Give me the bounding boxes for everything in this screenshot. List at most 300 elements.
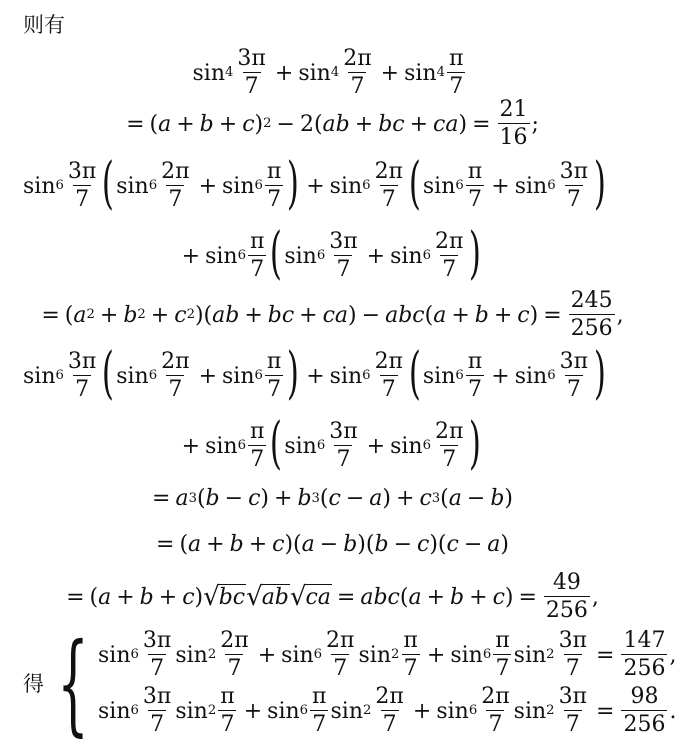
operator: + bbox=[181, 243, 201, 269]
fraction bbox=[141, 686, 173, 736]
symbol: ) bbox=[504, 584, 514, 610]
operator: + bbox=[491, 363, 510, 389]
sine-function: sin bbox=[358, 642, 392, 668]
variable: b bbox=[374, 532, 389, 557]
fraction-numerator: 3π bbox=[559, 159, 589, 184]
fraction-denominator: 7 bbox=[220, 712, 235, 737]
system-equation-line: sin 6 $\frac{3\pi}{7}$ sin 2 $\frac{\pi}{7}$ + sin 6 $\frac{\pi}{7}$ sin 2 $\frac{2\pi}{7}$ + sin 6 $\frac{2\pi}{7}$ sin 2 $\frac{3\pi}{7}$ = $\frac{98}{256}$ . bbox=[98, 684, 676, 737]
fraction bbox=[401, 630, 419, 680]
sine-function: sin bbox=[116, 173, 149, 199]
symbol: )( bbox=[284, 532, 302, 557]
variable: b bbox=[490, 486, 505, 511]
symbol: ( bbox=[149, 111, 159, 137]
operator: = bbox=[596, 698, 615, 724]
fraction bbox=[557, 630, 589, 680]
variable: a bbox=[487, 532, 501, 557]
fraction bbox=[466, 161, 484, 211]
fraction-denominator: 7 bbox=[312, 712, 327, 737]
symbol: ( bbox=[64, 302, 74, 328]
variable: c bbox=[328, 486, 341, 511]
fraction bbox=[159, 161, 191, 211]
sine-function: sin bbox=[513, 642, 547, 668]
operator: = bbox=[126, 111, 145, 137]
fraction bbox=[218, 686, 236, 736]
operator: = bbox=[156, 532, 175, 557]
fraction bbox=[373, 686, 405, 736]
operator: + bbox=[451, 302, 470, 328]
fraction-denominator: 7 bbox=[150, 712, 165, 737]
symbol: ( bbox=[89, 584, 99, 610]
equation-line: sin 6 $\frac{3\pi}{7}$ ( sin 6 $\frac{2\pi}{7}$ + sin 6 $\frac{\pi}{7}$ ) + sin 6 $\frac{2\pi}{7}$ ( sin 6 $\frac{\pi}{7}$ + sin 6 $\frac{3\pi}{7}$ ) bbox=[23, 341, 606, 406]
sine-function: sin bbox=[390, 243, 423, 269]
operator: + bbox=[198, 173, 218, 199]
symbol: )( bbox=[357, 532, 375, 557]
fraction-numerator: π bbox=[266, 159, 282, 184]
variable: bc bbox=[267, 302, 295, 328]
fraction-numerator: π bbox=[312, 684, 327, 709]
fraction bbox=[498, 99, 530, 149]
variable: a bbox=[408, 584, 422, 610]
sine-function: sin bbox=[436, 698, 469, 724]
fraction-numerator: 2π bbox=[374, 159, 404, 184]
fraction-numerator: 3π bbox=[67, 349, 97, 374]
fraction-denominator: 7 bbox=[250, 447, 265, 472]
sine-function: sin bbox=[330, 698, 364, 724]
operator: = bbox=[472, 111, 491, 137]
operator: + bbox=[299, 302, 318, 328]
fraction bbox=[433, 231, 465, 281]
fraction bbox=[159, 351, 191, 401]
variable: a bbox=[448, 486, 462, 511]
sine-function: sin bbox=[23, 173, 56, 199]
operator: + bbox=[354, 111, 374, 137]
fraction bbox=[479, 686, 511, 736]
fraction bbox=[493, 630, 511, 680]
variable: b bbox=[205, 486, 220, 511]
equation-line: = ( a 2 + b 2 + c 2 )( ab + bc + ca ) − abc ( a + b + c ) = $\frac{245}{256}$ , bbox=[41, 288, 624, 341]
fraction-numerator: 147 bbox=[623, 628, 666, 653]
sine-function: sin bbox=[205, 433, 238, 459]
fraction-denominator: 7 bbox=[566, 187, 581, 212]
fraction-numerator: 3π bbox=[329, 229, 358, 254]
sine-function: sin bbox=[450, 642, 483, 668]
intro-text: 则有 bbox=[23, 13, 65, 37]
symbol: ) bbox=[500, 532, 509, 557]
variable: a bbox=[188, 532, 202, 557]
fraction-denominator: 7 bbox=[336, 447, 351, 472]
operator: = bbox=[336, 584, 356, 610]
symbol: ) bbox=[458, 111, 468, 137]
fraction-denominator: 7 bbox=[565, 712, 580, 737]
variable: a bbox=[301, 532, 315, 557]
fraction bbox=[265, 161, 283, 211]
left-brace-symbol: { bbox=[57, 619, 89, 747]
fraction-denominator: 7 bbox=[403, 656, 418, 681]
fraction-numerator: 3π bbox=[237, 46, 266, 71]
variable: abc bbox=[385, 302, 425, 328]
symbol: ( bbox=[440, 486, 449, 511]
fraction bbox=[66, 161, 98, 211]
operator: + bbox=[493, 302, 513, 328]
fraction-numerator: 2π bbox=[220, 628, 249, 653]
operator: + bbox=[158, 584, 178, 610]
sine-function: sin bbox=[98, 698, 131, 724]
large-parenthesis: ( bbox=[270, 221, 283, 286]
symbol: ( bbox=[424, 302, 434, 328]
symbol: ) bbox=[260, 486, 269, 511]
variable: ca bbox=[322, 302, 349, 328]
fraction-numerator: 3π bbox=[142, 684, 172, 709]
variable: c bbox=[182, 584, 195, 610]
square-root bbox=[246, 584, 290, 610]
fraction-denominator: 7 bbox=[336, 257, 351, 282]
operator: + bbox=[409, 111, 429, 137]
fraction-numerator: π bbox=[449, 46, 464, 71]
sine-function: sin bbox=[390, 433, 423, 459]
operator: + bbox=[366, 433, 386, 459]
radical-sign: √ bbox=[203, 582, 220, 612]
fraction-numerator: 2π bbox=[374, 349, 404, 374]
variable: c bbox=[492, 584, 505, 610]
variable: c bbox=[446, 532, 459, 557]
sine-function: sin bbox=[284, 433, 317, 459]
operator: − bbox=[466, 486, 486, 511]
operator: + bbox=[99, 302, 119, 328]
operator: + bbox=[426, 584, 446, 610]
fraction-denominator: 7 bbox=[244, 74, 259, 99]
equation-line bbox=[0, 572, 660, 622]
variable: c bbox=[417, 532, 430, 557]
operator: + bbox=[426, 642, 446, 668]
symbol: )( bbox=[194, 302, 213, 328]
operator: + bbox=[306, 363, 325, 389]
large-parenthesis: ) bbox=[469, 411, 482, 476]
fraction-numerator: 2π bbox=[343, 46, 372, 71]
fraction bbox=[265, 351, 283, 401]
operator: + bbox=[412, 698, 432, 724]
operator: + bbox=[116, 584, 135, 610]
fraction-denominator: 16 bbox=[499, 125, 528, 150]
sine-function: sin bbox=[513, 698, 547, 724]
fraction-denominator: 7 bbox=[566, 377, 581, 402]
variable: c bbox=[272, 532, 285, 557]
fraction-numerator: 2π bbox=[435, 229, 464, 254]
sine-function: sin bbox=[281, 642, 314, 668]
fraction-numerator: 3π bbox=[558, 684, 588, 709]
sine-function: sin bbox=[404, 60, 437, 86]
fraction-denominator: 7 bbox=[381, 377, 396, 402]
operator: = bbox=[66, 584, 85, 610]
radical-sign: √ bbox=[289, 582, 307, 612]
fraction-numerator: 245 bbox=[570, 288, 613, 313]
fraction-numerator: π bbox=[467, 159, 483, 184]
operator: + bbox=[274, 486, 293, 511]
fraction-numerator: 3π bbox=[559, 349, 589, 374]
fraction bbox=[569, 290, 615, 340]
operator: = bbox=[518, 584, 537, 610]
operator: + bbox=[469, 584, 488, 610]
variable: c bbox=[242, 111, 255, 137]
fraction-numerator: 3π bbox=[329, 419, 358, 444]
symbol: ( bbox=[399, 584, 409, 610]
radicand: bc bbox=[218, 585, 246, 610]
large-parenthesis: ) bbox=[593, 341, 606, 406]
variable: a bbox=[433, 302, 447, 328]
symbol: ( bbox=[319, 486, 329, 511]
equation-system bbox=[23, 619, 676, 747]
symbol: ) bbox=[194, 584, 204, 610]
symbol: ) bbox=[382, 486, 391, 511]
symbol: ( bbox=[196, 486, 206, 511]
fraction bbox=[373, 351, 405, 401]
operator: + bbox=[181, 433, 201, 459]
sine-function: sin bbox=[298, 60, 331, 86]
fraction-numerator: π bbox=[403, 628, 418, 653]
fraction bbox=[447, 48, 465, 98]
fraction-denominator: 7 bbox=[488, 712, 503, 737]
sine-function: sin bbox=[514, 173, 548, 199]
variable: a bbox=[158, 111, 172, 137]
fraction-denominator: 256 bbox=[545, 598, 588, 623]
fraction bbox=[466, 351, 484, 401]
operator: + bbox=[396, 486, 415, 511]
fraction-denominator: 7 bbox=[267, 187, 282, 212]
operator: + bbox=[206, 532, 225, 557]
fraction bbox=[373, 161, 405, 211]
operator: + bbox=[150, 302, 170, 328]
fraction-denominator: 7 bbox=[250, 257, 265, 282]
fraction-denominator: 7 bbox=[267, 377, 282, 402]
fraction-denominator: 7 bbox=[75, 377, 90, 402]
operator: + bbox=[243, 698, 263, 724]
sine-function: sin bbox=[422, 173, 456, 199]
fraction bbox=[327, 421, 359, 471]
large-parenthesis: ) bbox=[469, 221, 482, 286]
operator: − bbox=[276, 111, 295, 137]
system-equation-line: sin 6 $\frac{3\pi}{7}$ sin 2 $\frac{2\pi}{7}$ + sin 6 $\frac{2\pi}{7}$ sin 2 $\frac{\pi}{7}$ + sin 6 $\frac{\pi}{7}$ sin 2 $\frac{3\pi}{7}$ = $\frac{147}{256}$ , bbox=[98, 628, 676, 681]
fraction-denominator: 256 bbox=[570, 316, 613, 341]
sine-function: sin bbox=[267, 698, 300, 724]
symbol: 2( bbox=[299, 111, 323, 137]
large-parenthesis: ) bbox=[593, 151, 606, 216]
variable: c bbox=[174, 302, 187, 328]
sine-function: sin bbox=[192, 60, 226, 86]
fraction-denominator: 7 bbox=[468, 187, 483, 212]
fraction-denominator: 7 bbox=[168, 187, 183, 212]
fraction-denominator: 7 bbox=[468, 377, 483, 402]
variable: bc bbox=[378, 111, 405, 137]
fraction-numerator: π bbox=[249, 419, 265, 444]
operator: = bbox=[41, 302, 60, 328]
large-parenthesis: ) bbox=[287, 341, 300, 406]
symbol: ) bbox=[529, 302, 539, 328]
fraction-denominator: 256 bbox=[623, 712, 666, 737]
large-parenthesis: ( bbox=[102, 151, 115, 216]
operator: + bbox=[257, 642, 277, 668]
operator: − bbox=[319, 532, 339, 557]
fraction-numerator: π bbox=[266, 349, 282, 374]
variable: b bbox=[123, 302, 138, 328]
fraction-denominator: 7 bbox=[442, 257, 457, 282]
fraction bbox=[324, 630, 356, 680]
fraction-numerator: 21 bbox=[499, 97, 528, 122]
sine-function: sin bbox=[329, 173, 363, 199]
fraction-denominator: 7 bbox=[168, 377, 183, 402]
fraction bbox=[621, 630, 667, 680]
variable: a bbox=[175, 486, 189, 511]
fraction-denominator: 7 bbox=[350, 74, 365, 99]
variable: b bbox=[229, 532, 244, 557]
fraction bbox=[558, 161, 590, 211]
symbol: ) bbox=[348, 302, 357, 328]
operator: = bbox=[596, 642, 615, 668]
fraction-numerator: π bbox=[220, 684, 235, 709]
symbol: ; bbox=[531, 111, 539, 137]
fraction-denominator: 7 bbox=[150, 656, 165, 681]
fraction-numerator: 98 bbox=[630, 684, 659, 709]
large-parenthesis: ( bbox=[270, 411, 283, 476]
fraction bbox=[218, 630, 250, 680]
variable: b bbox=[297, 486, 312, 511]
fraction-denominator: 7 bbox=[227, 656, 242, 681]
fraction-numerator: 2π bbox=[375, 684, 404, 709]
sine-function: sin bbox=[23, 363, 56, 389]
operator: − bbox=[463, 532, 483, 557]
fraction bbox=[341, 48, 373, 98]
symbol: , bbox=[616, 302, 624, 328]
sine-function: sin bbox=[329, 363, 363, 389]
fraction bbox=[248, 231, 266, 281]
square-root bbox=[203, 584, 246, 610]
fraction bbox=[310, 686, 328, 736]
fraction-numerator: π bbox=[467, 349, 483, 374]
fraction-denominator: 7 bbox=[442, 447, 457, 472]
operator: + bbox=[218, 111, 238, 137]
sine-function: sin bbox=[175, 698, 208, 724]
fraction-denominator: 7 bbox=[382, 712, 397, 737]
operator: = bbox=[543, 302, 562, 328]
fraction bbox=[248, 421, 266, 471]
fraction-denominator: 256 bbox=[623, 656, 666, 681]
fraction bbox=[327, 231, 359, 281]
variable: b bbox=[199, 111, 214, 137]
fraction-numerator: 3π bbox=[142, 628, 172, 653]
radicand: ab bbox=[261, 585, 289, 610]
radical-sign: √ bbox=[246, 582, 263, 612]
equation-line: + sin 6 $\frac{\pi}{7}$ ( sin 6 $\frac{3\pi}{7}$ + sin 6 $\frac{2\pi}{7}$ ) bbox=[181, 221, 482, 286]
sine-function: sin bbox=[514, 363, 548, 389]
variable: a bbox=[73, 302, 87, 328]
system-rows bbox=[98, 630, 676, 736]
variable: ca bbox=[433, 111, 459, 137]
operator: + bbox=[491, 173, 510, 199]
equation-line: sin 6 $\frac{3\pi}{7}$ ( sin 6 $\frac{2\pi}{7}$ + sin 6 $\frac{\pi}{7}$ ) + sin 6 $\frac{2\pi}{7}$ ( sin 6 $\frac{\pi}{7}$ + sin 6 $\frac{3\pi}{7}$ ) bbox=[23, 151, 606, 216]
operator: − bbox=[361, 302, 381, 328]
fraction-numerator: 2π bbox=[161, 349, 190, 374]
fraction-numerator: 2π bbox=[435, 419, 464, 444]
fraction-numerator: 3π bbox=[558, 628, 588, 653]
fraction-denominator: 7 bbox=[333, 656, 348, 681]
operator: − bbox=[393, 532, 412, 557]
fraction-denominator: 7 bbox=[449, 74, 464, 99]
variable: c bbox=[517, 302, 530, 328]
variable: b bbox=[474, 302, 489, 328]
sine-function: sin bbox=[116, 363, 149, 389]
variable: ab bbox=[322, 111, 350, 137]
variable: b bbox=[343, 532, 358, 557]
fraction-numerator: π bbox=[249, 229, 265, 254]
equation-line bbox=[0, 532, 660, 557]
equation-line: = ( a + b + c ) 2 − 2( ab + bc + ca ) = $\frac{21}{16}$ ; bbox=[126, 97, 539, 150]
symbol: ( bbox=[179, 532, 189, 557]
square-root bbox=[290, 584, 332, 610]
system-label: 得 bbox=[23, 672, 44, 696]
fraction bbox=[235, 48, 267, 98]
fraction bbox=[433, 421, 465, 471]
fraction-numerator: 2π bbox=[161, 159, 190, 184]
symbol: ) bbox=[254, 111, 264, 137]
variable: a bbox=[369, 486, 383, 511]
large-parenthesis: ( bbox=[102, 341, 115, 406]
sine-function: sin bbox=[175, 642, 208, 668]
sine-function: sin bbox=[422, 363, 456, 389]
fraction bbox=[557, 686, 589, 736]
sine-function: sin bbox=[284, 243, 317, 269]
fraction-numerator: 2π bbox=[326, 628, 355, 653]
fraction-denominator: 7 bbox=[565, 656, 580, 681]
equation-line: + sin 6 $\frac{\pi}{7}$ ( sin 6 $\frac{3\pi}{7}$ + sin 6 $\frac{2\pi}{7}$ ) bbox=[181, 411, 482, 476]
symbol: ) bbox=[504, 486, 513, 511]
operator: + bbox=[248, 532, 268, 557]
variable: b bbox=[450, 584, 465, 610]
variable: abc bbox=[360, 584, 400, 610]
variable: c bbox=[248, 486, 261, 511]
fraction-numerator: π bbox=[495, 628, 510, 653]
symbol: . bbox=[669, 698, 676, 724]
operator: + bbox=[380, 60, 400, 86]
variable: c bbox=[419, 486, 432, 511]
large-parenthesis: ) bbox=[287, 151, 300, 216]
fraction-denominator: 7 bbox=[381, 187, 396, 212]
sine-function: sin bbox=[222, 363, 255, 389]
variable: b bbox=[139, 584, 154, 610]
equation-line: = a 3 ( b − c ) + b 3 ( c − a ) + c 3 ( a − b ) bbox=[152, 486, 513, 511]
operator: − bbox=[345, 486, 365, 511]
fraction-numerator: 49 bbox=[552, 570, 581, 595]
fraction bbox=[141, 630, 173, 680]
fraction-numerator: 3π bbox=[67, 159, 97, 184]
fraction-denominator: 7 bbox=[75, 187, 90, 212]
fraction-numerator: 2π bbox=[481, 684, 510, 709]
operator: + bbox=[366, 243, 386, 269]
sine-function: sin bbox=[222, 173, 255, 199]
sine-function: sin bbox=[205, 243, 238, 269]
large-parenthesis: ( bbox=[408, 341, 421, 406]
fraction bbox=[544, 572, 590, 622]
operator: + bbox=[274, 60, 294, 86]
operator: + bbox=[176, 111, 195, 137]
operator: − bbox=[224, 486, 244, 511]
equation-line: sin 4 $\frac{3\pi}{7}$ + sin 4 $\frac{2\pi}{7}$ + sin 4 $\frac{\pi}{7}$ bbox=[192, 46, 464, 99]
fraction bbox=[66, 351, 98, 401]
fraction bbox=[558, 351, 590, 401]
symbol: )( bbox=[429, 532, 447, 557]
symbol: , bbox=[591, 584, 599, 610]
fraction-denominator: 7 bbox=[495, 656, 510, 681]
sine-function: sin bbox=[98, 642, 131, 668]
operator: = bbox=[152, 486, 171, 511]
fraction bbox=[621, 686, 667, 736]
